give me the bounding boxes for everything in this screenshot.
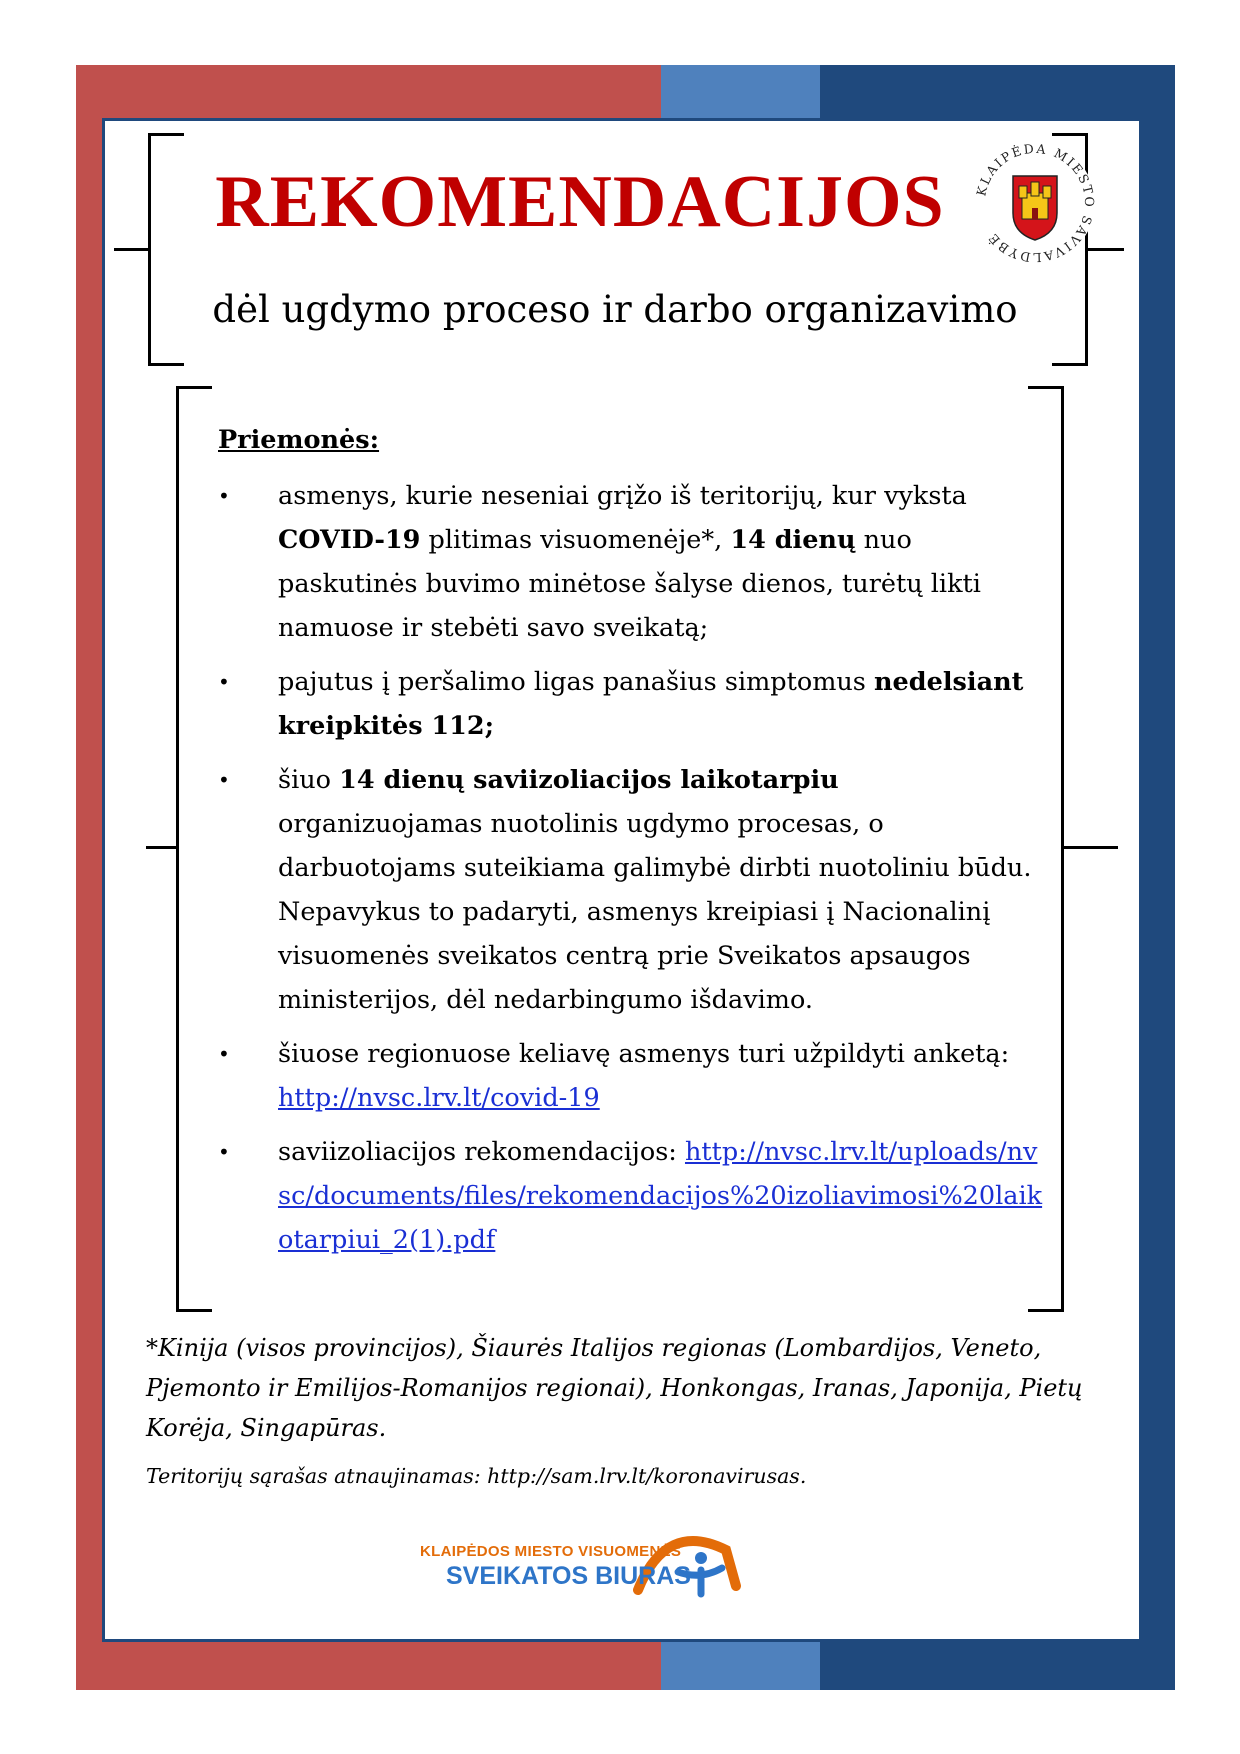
item-text: šiuose regionuose keliavę asmenys turi užpildyti anketą:: [278, 1039, 1010, 1069]
list-item: [218, 660, 1048, 748]
city-logo-ring-text: KLAIPĖDA MIESTO SAVIVALDYBĖ: [973, 140, 1098, 266]
page-title: REKOMENDACIJOS: [215, 161, 945, 243]
item-bold-text: nedelsiant kreipkitės 112;: [278, 667, 1024, 741]
item-text: plitimas visuomenėje*,: [420, 525, 731, 555]
org-name-line2: SVEIKATOS BIURAS: [446, 1562, 691, 1590]
update-note: Teritorijų sąrašas atnaujinamas: http://sam.lrv.lt/koronavirusas.: [146, 1464, 807, 1488]
item-text: šiuo: [278, 765, 340, 795]
page-subtitle: dėl ugdymo proceso ir darbo organizavimo: [212, 288, 1018, 331]
measures-heading: Priemonės:: [218, 425, 380, 455]
content-bracket-left: [176, 386, 212, 1312]
list-item: [218, 474, 1048, 650]
list-item: [218, 758, 1048, 1022]
territories-footnote: *Kinija (visos provincijos), Šiaurės Italijos regionas (Lombardijos, Veneto, Pjemonto ir Emilijos-Romanijos regionai), Honkongas, Iranas, Japonija, Pietų Korėja, Singapūras.: [146, 1334, 1083, 1442]
item-text: pajutus į peršalimo ligas panašius simptomus: [278, 667, 875, 697]
self-isolation-pdf-link[interactable]: http://nvsc.lrv.lt/uploads/nvsc/documents/files/rekomendacijos%20izoliavimosi%20laikotarpiui_2(1).pdf: [278, 1137, 1043, 1255]
item-text: nuo paskutinės buvimo minėtose šalyse dienos, turėtų likti namuose ir stebėti savo sveikatą;: [278, 525, 981, 643]
measures-list: [218, 474, 1048, 1262]
list-item: [218, 1032, 1048, 1120]
item-bold-text: 14 dienų saviizoliacijos laikotarpiu: [339, 765, 839, 795]
content-bracket-left-tick: [146, 846, 178, 849]
content-bracket-right-tick: [1062, 846, 1118, 849]
item-bold-text: COVID-19: [278, 525, 421, 555]
item-text: organizuojamas nuotolinis ugdymo procesas, o darbuotojams suteikiama galimybė dirbti nuotoliniu būdu. Nepavykus to padaryti, asmenys kreipiasi į Nacionalinį visuomenės sveikatos centrą prie Sveikatos apsaugos ministerijos, dėl nedarbingumo išdavimo.: [278, 809, 1032, 1015]
item-text: asmenys, kurie neseniai grįžo iš teritorijų, kur vyksta: [278, 481, 967, 511]
header-bracket-left-tick: [114, 248, 150, 251]
measures-section: [218, 418, 1048, 1272]
klaipeda-coat-of-arms-icon: [970, 138, 1100, 268]
org-name-line1: KLAIPĖDOS MIESTO VISUOMENĖS: [420, 1543, 682, 1560]
item-text: saviizoliacijos rekomendacijos:: [278, 1137, 685, 1167]
list-item: [218, 1130, 1048, 1262]
item-bold-text: 14 dienų: [730, 525, 856, 555]
covid-form-link[interactable]: http://nvsc.lrv.lt/covid-19: [278, 1083, 600, 1113]
